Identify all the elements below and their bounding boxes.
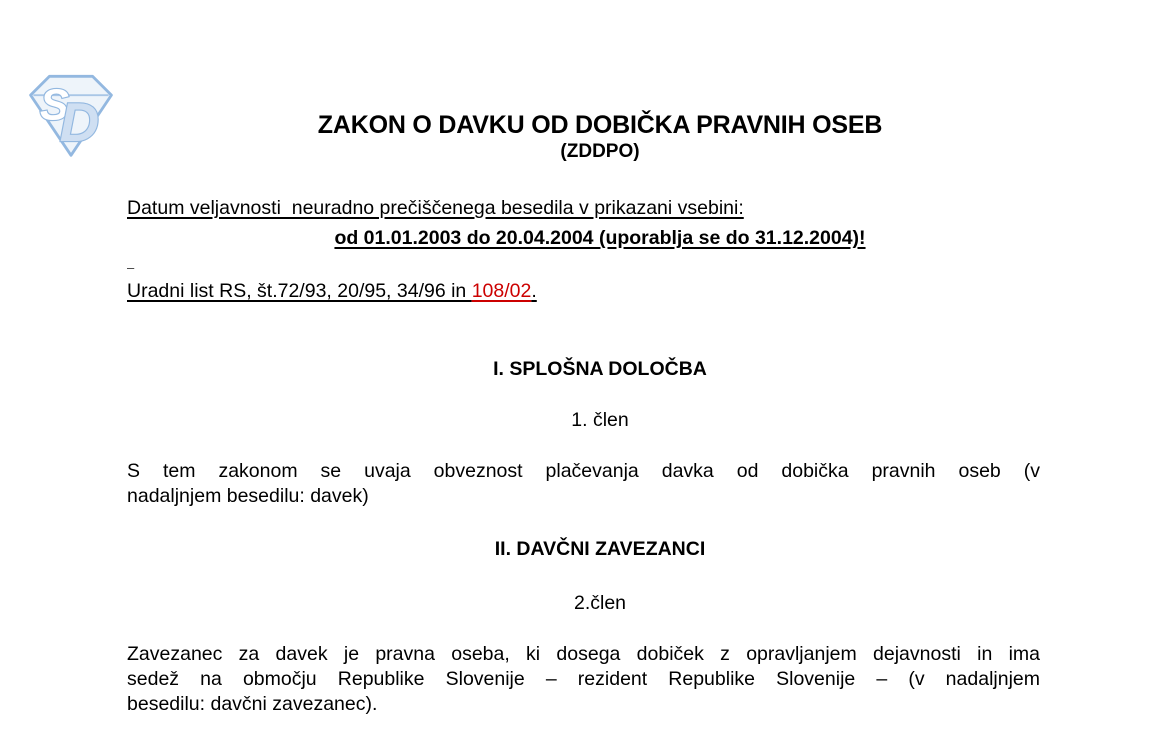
article-label-2: 2.člen	[573, 592, 627, 614]
gazette-references: Uradni list RS, št.72/93, 20/95, 34/96 in	[127, 280, 472, 302]
section-heading-2: II. DAVČNI ZAVEZANCI	[494, 538, 706, 560]
paragraph-line: sedež na območju Republike Slovenije – rezident Republike Slovenije – (v nadaljnjem	[127, 668, 1040, 690]
paragraph-line: Zavezanec za davek je pravna oseba, ki dosega dobiček z opravljanjem dejavnosti in ima	[127, 643, 1040, 665]
validity-date-range: od 01.01.2003 do 20.04.2004 (uporablja se do 31.12.2004)!	[334, 227, 866, 249]
sd-shield-icon	[24, 64, 118, 162]
validity-statement: Datum veljavnosti neuradno prečiščenega besedila v prikazani vsebini:	[127, 197, 744, 219]
sd-logo	[24, 64, 118, 162]
article-2-paragraph	[127, 642, 1040, 717]
section-heading-1: I. SPLOŠNA DOLOČBA	[493, 358, 707, 380]
paragraph-line: besedilu: davčni zavezanec).	[127, 693, 378, 715]
article-label-1: 1. člen	[571, 409, 629, 431]
document-title: ZAKON O DAVKU OD DOBIČKA PRAVNIH OSEB	[317, 111, 883, 139]
stray-dash-mark: –	[127, 260, 135, 275]
paragraph-line: nadaljnjem besedilu: davek)	[127, 485, 369, 507]
document-subtitle: (ZDDPO)	[560, 141, 640, 162]
official-gazette-line	[127, 280, 1040, 303]
logo-letter-d: D	[59, 92, 100, 154]
paragraph-line: S tem zakonom se uvaja obveznost plačevanja davka od dobička pravnih oseb (v	[127, 460, 1040, 482]
logo-letter-s: S	[39, 81, 69, 130]
gazette-issue-link[interactable]: 108/02	[471, 280, 532, 302]
gazette-period: .	[531, 280, 537, 302]
article-1-paragraph	[127, 459, 1040, 509]
